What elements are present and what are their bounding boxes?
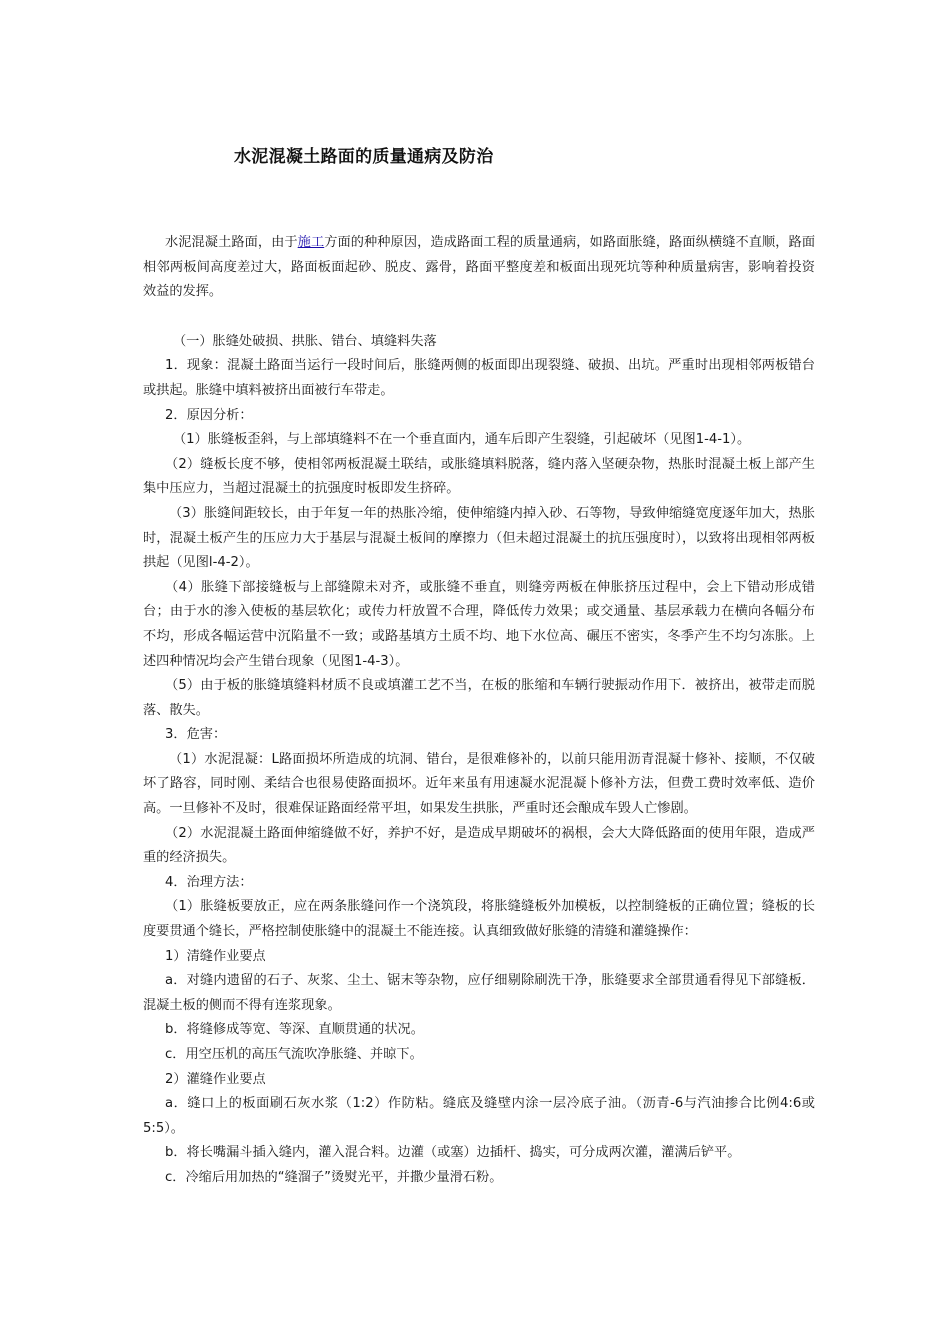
paragraph-cause-4: （4）胀缝下部接缝板与上部缝隙未对齐，或胀缝不垂直，则缝旁两板在伸胀挤压过程中，会上下错动形成错台；由于水的渗入使板的基层软化；或传力杆放置不合理，降低传力效果；或交通量、基层承载力在横向各幅分布不均，形成各幅运营中沉陷量不一致；或路基填方土质不均、地下水位高、碾压不密实，冬季产生不均匀冻胀。上述四种情况均会产生错台现象（见图1-4-3）。: [143, 579, 815, 669]
paragraph-cause-3: （3）胀缝间距较长，由于年复一年的热胀冷缩，使伸缩缝内掉入砂、石等物，导致伸缩缝宽度逐年加大，热胀时，混凝土板产生的压应力大于基层与混凝土板间的摩擦力（但未超过混凝土的抗压强度时），以致将出现相邻两板拱起（见图l-4-2）。: [143, 505, 815, 571]
intro-paragraph: [143, 231, 815, 305]
paragraph-remedy-1: （1）胀缝板要放正，应在两条胀缝问作一个浇筑段，将胀缝缝板外加模板，以控制缝板的正确位置；缝板的长度要贯通个缝长，严格控制使胀缝中的混凝土不能连接。认真细致做好胀缝的清缝和灌缝操作：: [143, 899, 815, 940]
paragraph-remedy-heading: 4．治理方法：: [165, 874, 253, 890]
paragraph-fill-c: c．冷缩后用加热的“缝溜子”烫熨光平，并撒少量滑石粉。: [165, 1169, 503, 1185]
paragraph-cause-2: （2）缝板长度不够，使相邻两板混凝土联结，或胀缝填料脱落，缝内落入坚硬杂物，热胀时混凝土板上部产生集中压应力，当超过混凝土的抗强度时板即发生挤碎。: [143, 456, 815, 497]
paragraph-fill-a: a．缝口上的板面刷石灰水浆（1:2）作防粘。缝底及缝壁内涂一层冷底子油。（沥青-6与汽油掺合比例4:6或5:5）。: [143, 1096, 815, 1136]
paragraph-cause-5: （5）由于板的胀缝填缝料材质不良或填灌工艺不当，在板的胀缩和车辆行驶振动作用下．被挤出，被带走而脱落、散失。: [143, 678, 815, 718]
construction-link[interactable]: 施工: [297, 235, 325, 250]
paragraph-fill-b: b．将长嘴漏斗插入缝内，灌入混合料。边灌（或塞）边插杆、捣实，可分成两次灌，灌满后铲平。: [165, 1145, 741, 1161]
document-body: [143, 231, 815, 1191]
intro-text-post: 方面的种种原因，造成路面工程的质量通病，如路面胀缝，路面纵横缝不直顺，路面相邻两板间高度差过大，路面板面起砂、脱皮、露骨，路面平整度差和板面出现死坑等种种质量病害，影响着投资效益的发挥。: [143, 235, 816, 300]
paragraph-cause-heading: 2．原因分析：: [165, 407, 253, 423]
paragraph-harm-2: （2）水泥混凝土路面伸缩缝做不好，养护不好，是造成早期破坏的祸根，会大大降低路面的使用年限，造成严重的经济损失。: [143, 825, 815, 866]
paragraph-fill-heading: 2）灌缝作业要点: [165, 1071, 266, 1087]
paragraph-clean-heading: 1）清缝作业要点: [165, 948, 266, 964]
paragraph-cause-1: （1）胀缝板歪斜，与上部填缝料不在一个垂直面内，通车后即产生裂缝，引起破坏（见图1-4-1）。: [173, 432, 751, 448]
paragraph-clean-c: c．用空压机的高压气流吹净胀缝、并晾下。: [165, 1047, 423, 1062]
section-heading: （一）胀缝处破损、拱胀、错台、填缝料失落: [173, 333, 437, 349]
paragraph-clean-b: b．将缝修成等宽、等深、直顺贯通的状况。: [165, 1022, 424, 1038]
intro-text-pre: 水泥混凝土路面，由于: [165, 235, 298, 250]
paragraph-harm-heading: 3．危害：: [165, 727, 227, 743]
paragraph-harm-1: （1）水泥混凝：L路面损坏所造成的坑洞、错台，是很难修补的，以前只能用沥青混凝十修补、接顺，不仅破坏了路容，同时刚、柔结合也很易使路面损坏。近年来虽有用速凝水泥混凝卜修补方法，但费工费时效率低、造价高。一旦修补不及时，很难保证路面经常平坦，如果发生拱胀，严重时还会酿成车毁人亡惨剧。: [143, 751, 815, 817]
paragraph-clean-a: a．对缝内遗留的石子、灰浆、尘土、锯末等杂物，应仔细剔除刷洗干净，胀缝要求全部贯通看得见下部缝板．混凝土板的侧而不得有连浆现象。: [143, 973, 815, 1013]
page-title: 水泥混凝土路面的质量通病及防治: [234, 147, 494, 167]
paragraph-phenomenon: 1．现象：混凝土路面当运行一段时间后，胀缝两侧的板面即出现裂缝、破损、出坑。严重时出现相邻两板错台或拱起。胀缝中填料被挤出面被行车带走。: [143, 358, 815, 398]
